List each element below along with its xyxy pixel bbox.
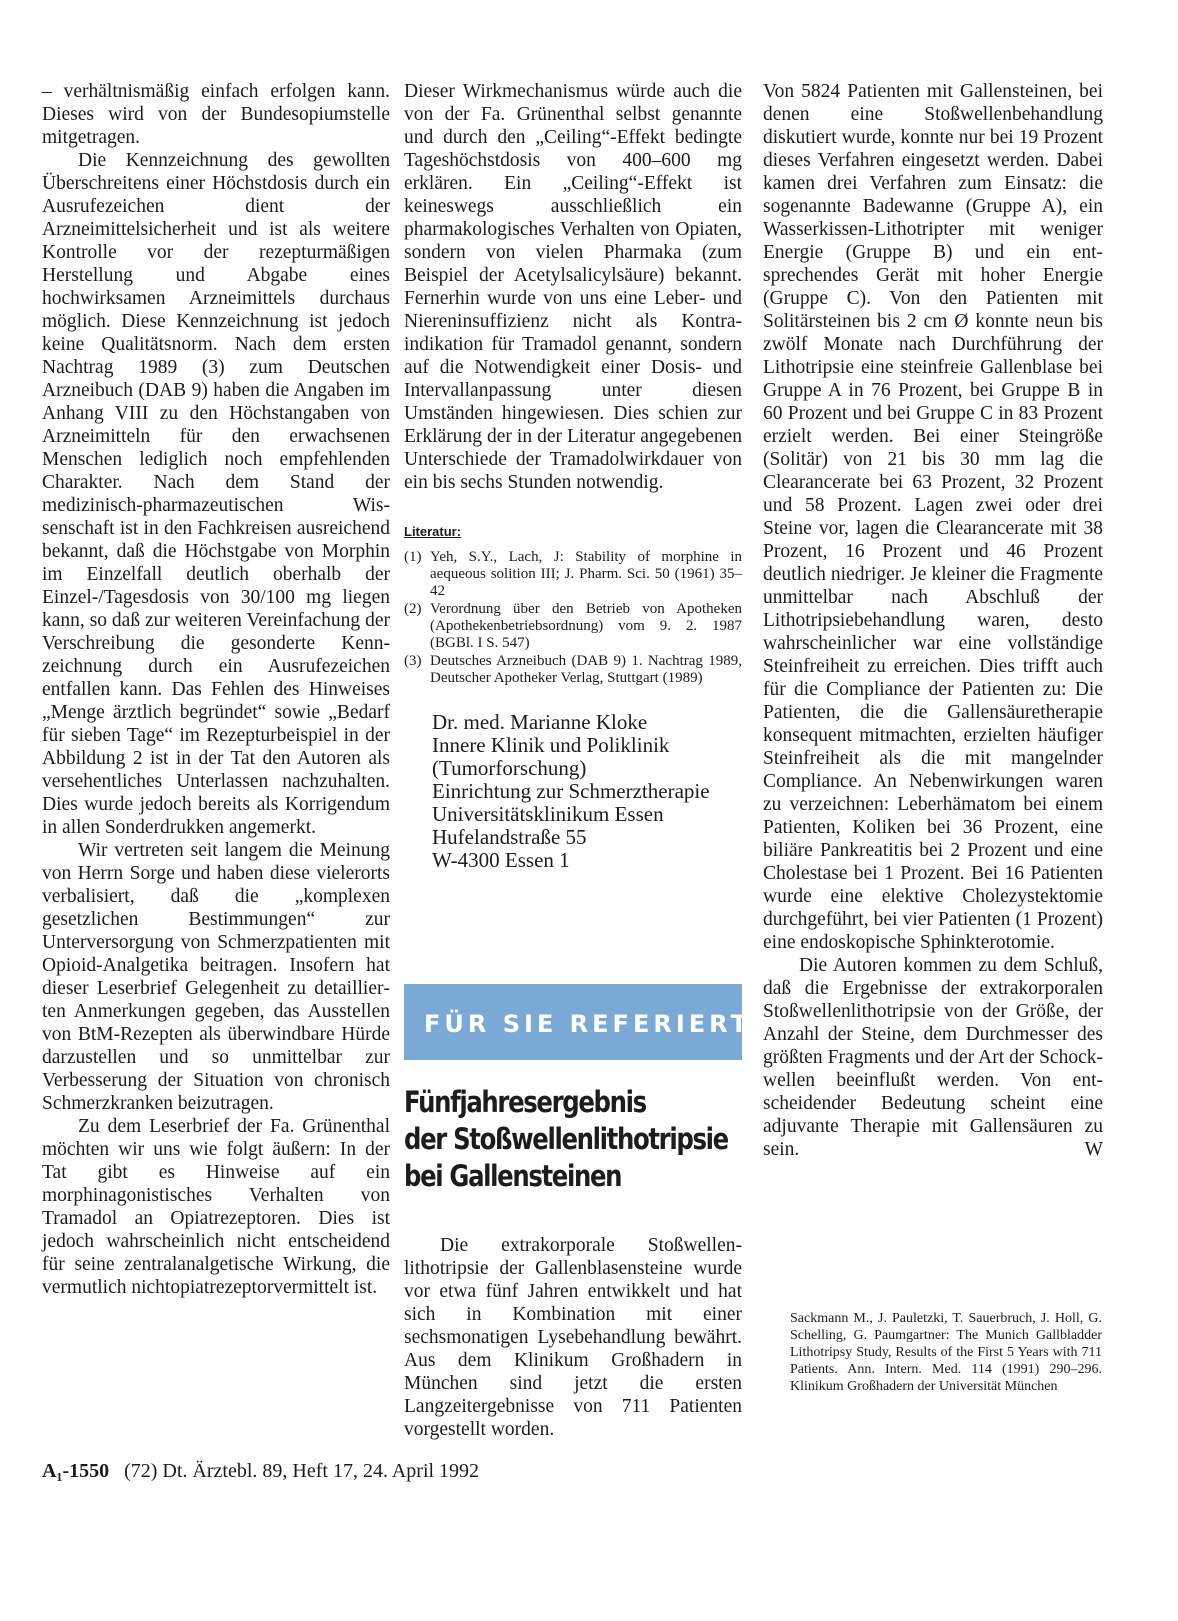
literature-number: (2)	[404, 601, 422, 617]
paragraph-text: Die Autoren kommen zu dem Schluß, daß die Ergebnisse der extrakorporalen Stoßwellenlithotripsie von der Größe, der Anzahl der Steine, dem Durchmesser des größten Fragments und der Art der Schockwellen beeinflußt werden. Von entscheidender Bedeutung scheint eine adjuvante Therapie mit Gallensäuren zu sein.	[763, 955, 1103, 1160]
journal-citation: (72) Dt. Ärztebl. 89, Heft 17, 24. April 1992	[124, 1460, 480, 1482]
section-banner	[404, 984, 751, 1060]
address-line: Universitätsklinikum Essen	[432, 802, 664, 826]
literature-item	[404, 601, 742, 652]
address-line: Einrichtung zur Schmerztherapie	[432, 779, 710, 803]
column-right	[763, 80, 1103, 1161]
literature-heading: Literatur:	[404, 524, 462, 539]
address-line: Dr. med. Marianne Kloke	[432, 710, 648, 734]
paragraph: Dieser Wirkmechanismus würde auch die von der Fa. Grünenthal selbst genannte und durch den „Ceiling“-Effekt bedingte Tageshöchstdosis von 400–600 mg erklären. Ein „Ceiling“-Effekt ist keineswegs ausschließlich ein pharmakologisches Verhalten von Opiaten, sondern von vielen Pharmaka (zum Beispiel der Acetylsalicylsäure) bekannt. Fernerhin wurde von uns eine Leber- und Niereninsuffizienz nicht als Kontraindikation für Tramadol genannt, sondern auf die Notwendigkeit einer Dosis- und Intervallanpassung unter diesen Umständen hingewiesen. Dies schien zur Erklärung der in der Literatur angegebenen Unterschiede der Tramadolwirkdauer von ein bis sechs Stunden notwendig.	[404, 81, 742, 493]
headline-line: der Stoßwellenlithotripsie	[404, 1122, 728, 1156]
address-line: (Tumorforschung)	[432, 756, 587, 780]
paragraph: – verhältnismäßig einfach erfolgen kann. Dieses wird von der Bundesopiumstelle mitgetragen.	[42, 81, 390, 148]
section-banner-label: FÜR SIE REFERIERT	[424, 1010, 751, 1038]
address-line: Innere Klinik und Poliklinik	[432, 733, 670, 757]
address-line: Hufelandstraße 55	[432, 825, 587, 849]
paragraph: Die Kennzeichnung des gewollten Überschreitens einer Höchstdosis durch ein Ausrufezeichen dient der Arzneimittelsicherheit und ist als weitere Kontrolle vor der rezepturmäßigen Herstellung und Abgabe eines hochwirksamen Arzneimittels durchaus möglich. Diese Kennzeichnung ist jedoch keine Qualitätsnorm. Nach dem ersten Nachtrag 1989 (3) zum Deutschen Arzneibuch (DAB 9) haben die Angaben im Anhang VIII zu den Höchstangaben von Arzneimitteln für den erwachsenen Menschen lediglich noch empfehlenden Charakter. Nach dem Stand der medizinisch-pharmazeutischen Wissenschaft ist in den Fachkreisen ausreichend bekannt, daß die Höchstgabe von Morphin im Einzelfall deutlich oberhalb der Einzel-/Tagesdosis von 30/100 mg liegen kann, so daß zur weiteren Vereinfachung der Verschreibung die gesonderte Kennzeichnung durch ein Ausrufezeichen entfallen kann. Das Fehlen des Hinweises „Menge ärztlich begründet“ sowie „Bedarf für sieben Tage“ im Rezepturbeispiel in der Abbildung 2 ist in der Tat den Autoren als versehentliches Unterlassen nachzuhalten. Dies wurde jedoch bereits als Korrigendum in allen Sonderdrukken angemerkt.	[42, 150, 390, 838]
page-footer	[42, 1460, 479, 1483]
literature-text: Verordnung über den Betrieb von Apotheken (Apothekenbetriebsordnung) vom 9. 2. 1987 (BGBl. I S. 547)	[430, 601, 742, 651]
literature-number: (3)	[404, 653, 422, 669]
column-left	[42, 80, 390, 1299]
column-middle	[404, 80, 742, 872]
headline-line: bei Gallensteinen	[404, 1159, 622, 1193]
source-reference	[790, 1310, 1102, 1395]
address-line: W-4300 Essen 1	[432, 848, 570, 872]
author-initial: W	[1084, 1139, 1103, 1160]
author-address	[432, 711, 742, 872]
page-number: A₁-1550	[42, 1460, 110, 1482]
literature-item	[404, 653, 742, 687]
article-headline	[404, 1084, 728, 1195]
literature-item	[404, 549, 742, 600]
article-body-start	[404, 1234, 742, 1441]
paragraph: Wir vertreten seit langem die Meinung von Herrn Sorge und haben diese vielerorts verbalisiert, daß die „komplexen gesetzlichen Bestimmungen“ zur Unterversorgung von Schmerzpatienten mit Opioid-Analgetika beitragen. Insofern hat dieser Leserbrief Gelegenheit zu detaillierten Anmerkungen gegeben, das Ausstellen von BtM-Rezepten als überwindbare Hürde darzustellen und so unmittelbar zur Verbesserung der Situation von chronisch Schmerzkranken beizutragen.	[42, 840, 390, 1114]
paragraph: Die extrakorporale Stoßwellenlithotripsie der Gallenblasensteine wurde vor etwa fünf Jahren entwikkelt und hat sich in Kombination mit einer sechsmonatigen Lysebehandlung bewährt. Aus dem Klinikum Großhadern in München sind jetzt die ersten Langzeitergebnisse von 711 Patienten vorgestellt worden.	[404, 1235, 742, 1440]
literature-text: Deutsches Arzneibuch (DAB 9) 1. Nachtrag 1989, Deutscher Apotheker Verlag, Stuttgart (1989)	[430, 653, 742, 686]
paragraph: Zu dem Leserbrief der Fa. Grünenthal möchten wir uns wie folgt äußern: In der Tat gibt es Hinweise auf ein morphinagonistisches Verhalten von Tramadol an Opiatrezeptoren. Dies ist jedoch wahrscheinlich nicht entscheidend für seine zentralanalgetische Wirkung, die vermutlich nichtopiatrezeptorvermittelt ist.	[42, 1116, 390, 1298]
paragraph: Von 5824 Patienten mit Gallensteinen, bei denen eine Stoßwellenbehandlung diskutiert wurde, konnte nur bei 19 Prozent dieses Verfahren eingesetzt werden. Dabei kamen drei Verfahren zum Einsatz: die sogenannte Badewanne (Gruppe A), ein Wasserkissen-Lithotripter mit weniger Energie (Gruppe B) und ein entsprechendes Gerät mit hoher Energie (Gruppe C). Von den Patienten mit Solitärsteinen bis 2 cm Ø konnte neun bis zwölf Monate nach Durchführung der Lithotripsie eine steinfreie Gallenblase bei Gruppe A in 76 Prozent, bei Gruppe B in 60 Prozent und bei Gruppe C in 83 Prozent erzielt werden. Bei einer Steingröße (Solitär) von 21 bis 30 mm lag die Clearancerate bei 63 Prozent, 32 Prozent und 58 Prozent. Lagen zwei oder drei Steine vor, lagen die Clearancerate mit 38 Prozent, 16 Prozent und 46 Prozent deutlich niedriger. Je kleiner die Fragmente unmittelbar nach Abschluß der Lithotripsiebehandlung waren, desto wahrscheinlicher war eine vollständige Steinfreiheit zu erreichen. Dies trifft auch für die Compliance der Patienten zu: Die Patienten, die die Gallensäuretherapie konsequent mitmachten, erzielten häufiger Steinfreiheit als die mit mangelnder Compliance. An Nebenwirkungen waren zu verzeichnen: Leberhämatom bei einem Patienten, Koliken bei 36 Prozent, eine biliäre Pankreatitis bei 2 Prozent und eine Cholestase bei 1 Prozent. Bei 16 Patienten wurde eine elektive Cholezystektomie durchgeführt, bei vier Patienten (1 Prozent) eine endoskopische Sphinkterotomie.	[763, 81, 1103, 953]
paragraph	[763, 954, 1103, 1161]
headline-line: Fünfjahresergebnis	[404, 1085, 646, 1119]
literature-list	[404, 549, 742, 687]
literature-text: Yeh, S.Y., Lach, J: Stability of morphine in aequeous solition III; J. Pharm. Sci. 50 (1961) 35–42	[430, 549, 742, 599]
reference-text: Sackmann M., J. Pauletzki, T. Sauerbruch, J. Holl, G. Schelling, G. Paumgartner: The Munich Gallbladder Lithotripsy Study, Results of the First 5 Years with 711 Patients. Ann. Intern. Med. 114 (1991) 290–296. Klinikum Großhadern der Universität München	[790, 1311, 1102, 1394]
literature-number: (1)	[404, 549, 422, 565]
